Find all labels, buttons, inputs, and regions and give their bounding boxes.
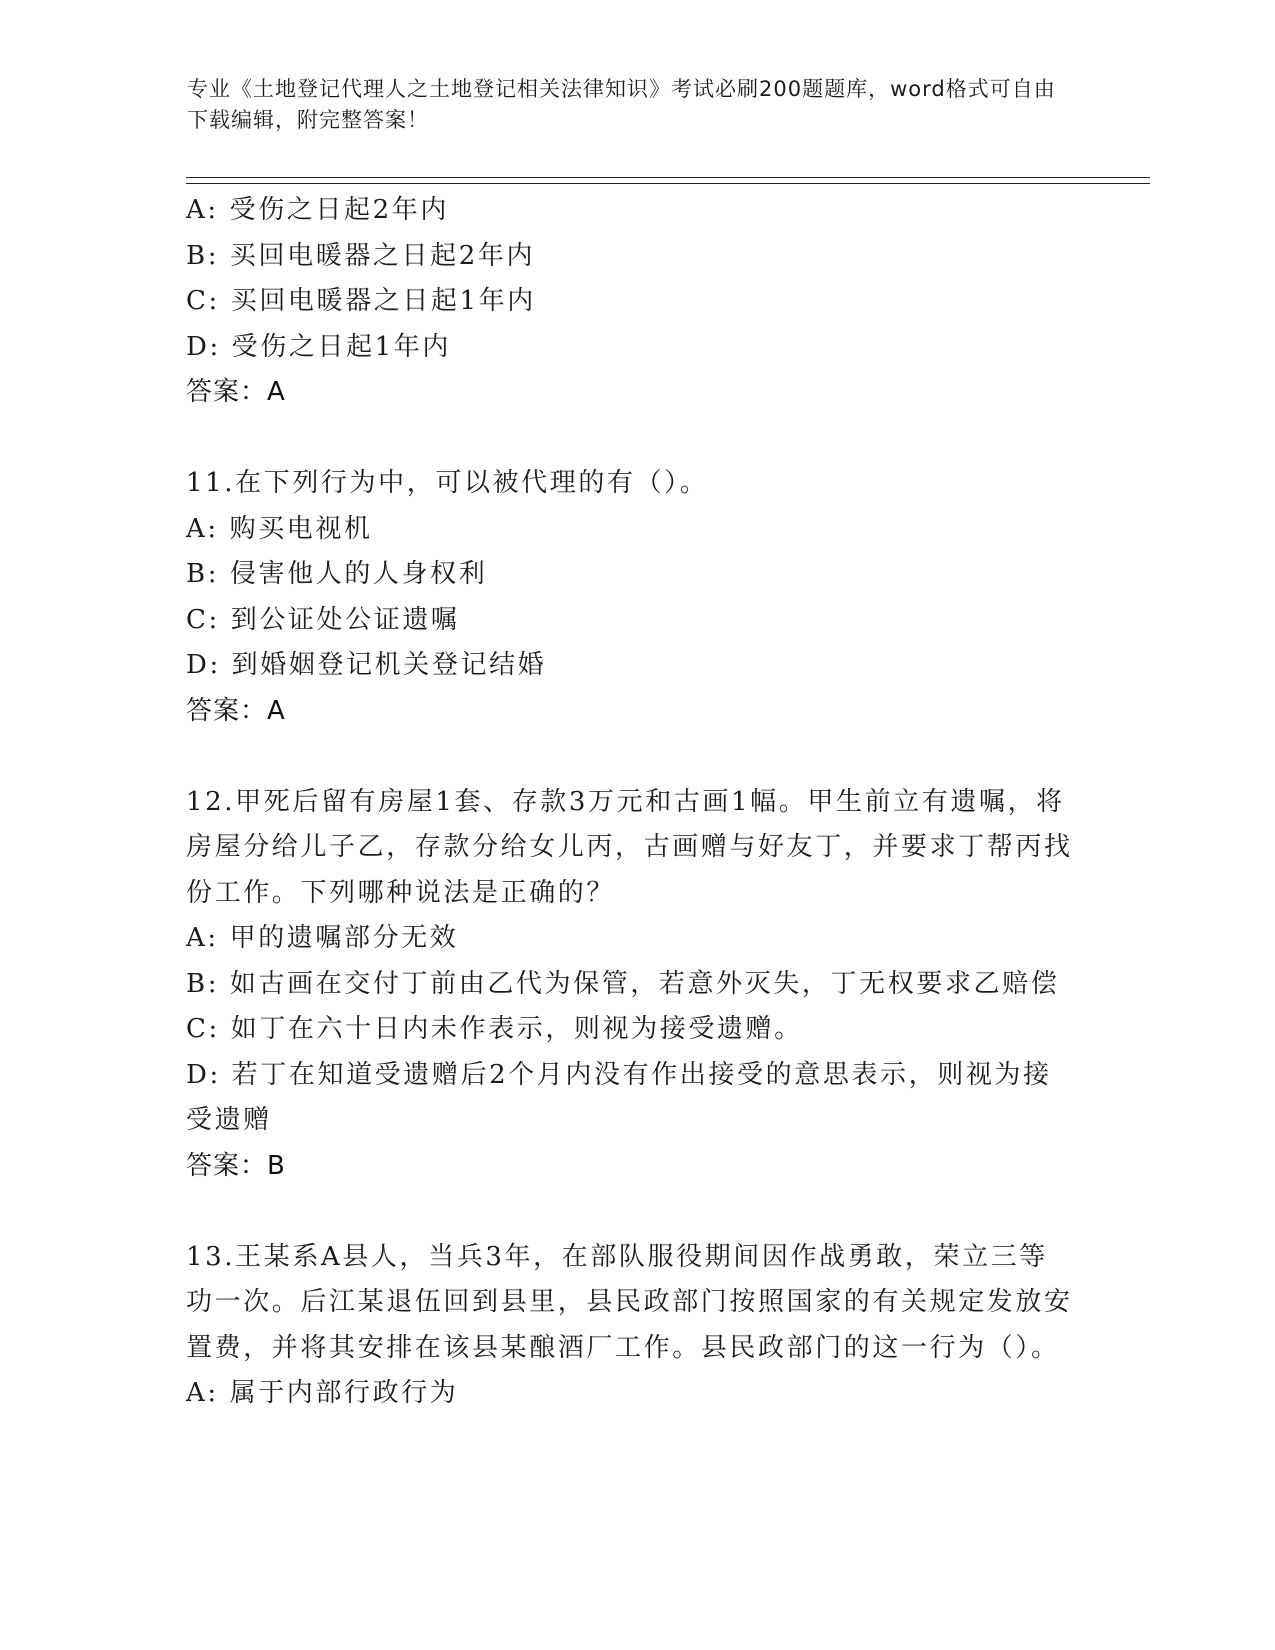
option-a: A: 属于内部行政行为 (186, 1378, 459, 1408)
spacer (186, 734, 1076, 780)
option-c: C: 买回电暖器之日起1年内 (186, 286, 536, 316)
spacer (186, 1189, 1076, 1235)
option-d: D: 受伤之日起1年内 (186, 331, 452, 362)
header-divider-top (186, 177, 1150, 178)
answer-line: 答案：A (186, 377, 286, 407)
question-12-block (186, 780, 1076, 1190)
answer-line: 答案：A (186, 695, 286, 726)
option-c: C: 到公证处公证遗嘱 (186, 604, 460, 635)
spacer (186, 416, 1076, 462)
option-d: D: 若丁在知道受遗赠后2个月内没有作出接受的意思表示，则视为接受遗赠 (186, 1059, 1052, 1135)
question-stem: 13.王某系A县人，当兵3年，在部队服役期间因作战勇敢，荣立三等功一次。后江某退伍回到县里，县民政部门按照国家的有关规定发放安置费，并将其安排在该县某酿酒厂工作。县民政部门的这一行为（）。 (186, 1241, 1073, 1363)
question-content (186, 188, 1076, 1417)
question-10-block (186, 188, 1076, 416)
question-stem: 11.在下列行为中，可以被代理的有（）。 (186, 468, 709, 498)
option-d: D: 到婚姻登记机关登记结婚 (186, 650, 547, 680)
header-divider-bottom (186, 183, 1150, 184)
answer-line: 答案：B (186, 1150, 286, 1181)
option-a: A: 甲的遗嘱部分无效 (186, 923, 459, 953)
option-b: B: 侵害他人的人身权利 (186, 559, 488, 589)
question-11-block (186, 461, 1076, 734)
option-a: A: 受伤之日起2年内 (186, 195, 449, 225)
question-13-block (186, 1235, 1076, 1417)
option-b: B: 买回电暖器之日起2年内 (186, 240, 536, 271)
option-a: A: 购买电视机 (186, 513, 373, 544)
question-stem: 12.甲死后留有房屋1套、存款3万元和古画1幅。甲生前立有遗嘱，将房屋分给儿子乙，存款分给女儿丙，古画赠与好友丁，并要求丁帮丙找份工作。下列哪种说法是正确的？ (186, 786, 1073, 908)
option-c: C: 如丁在六十日内未作表示，则视为接受遗赠。 (186, 1014, 803, 1044)
document-header: 专业《土地登记代理人之土地登记相关法律知识》考试必刷200题题库，word格式可自由下载编辑，附完整答案！ (187, 77, 1056, 132)
option-b: B: 如古画在交付丁前由乙代为保管，若意外灭失，丁无权要求乙赔偿 (186, 968, 1060, 999)
